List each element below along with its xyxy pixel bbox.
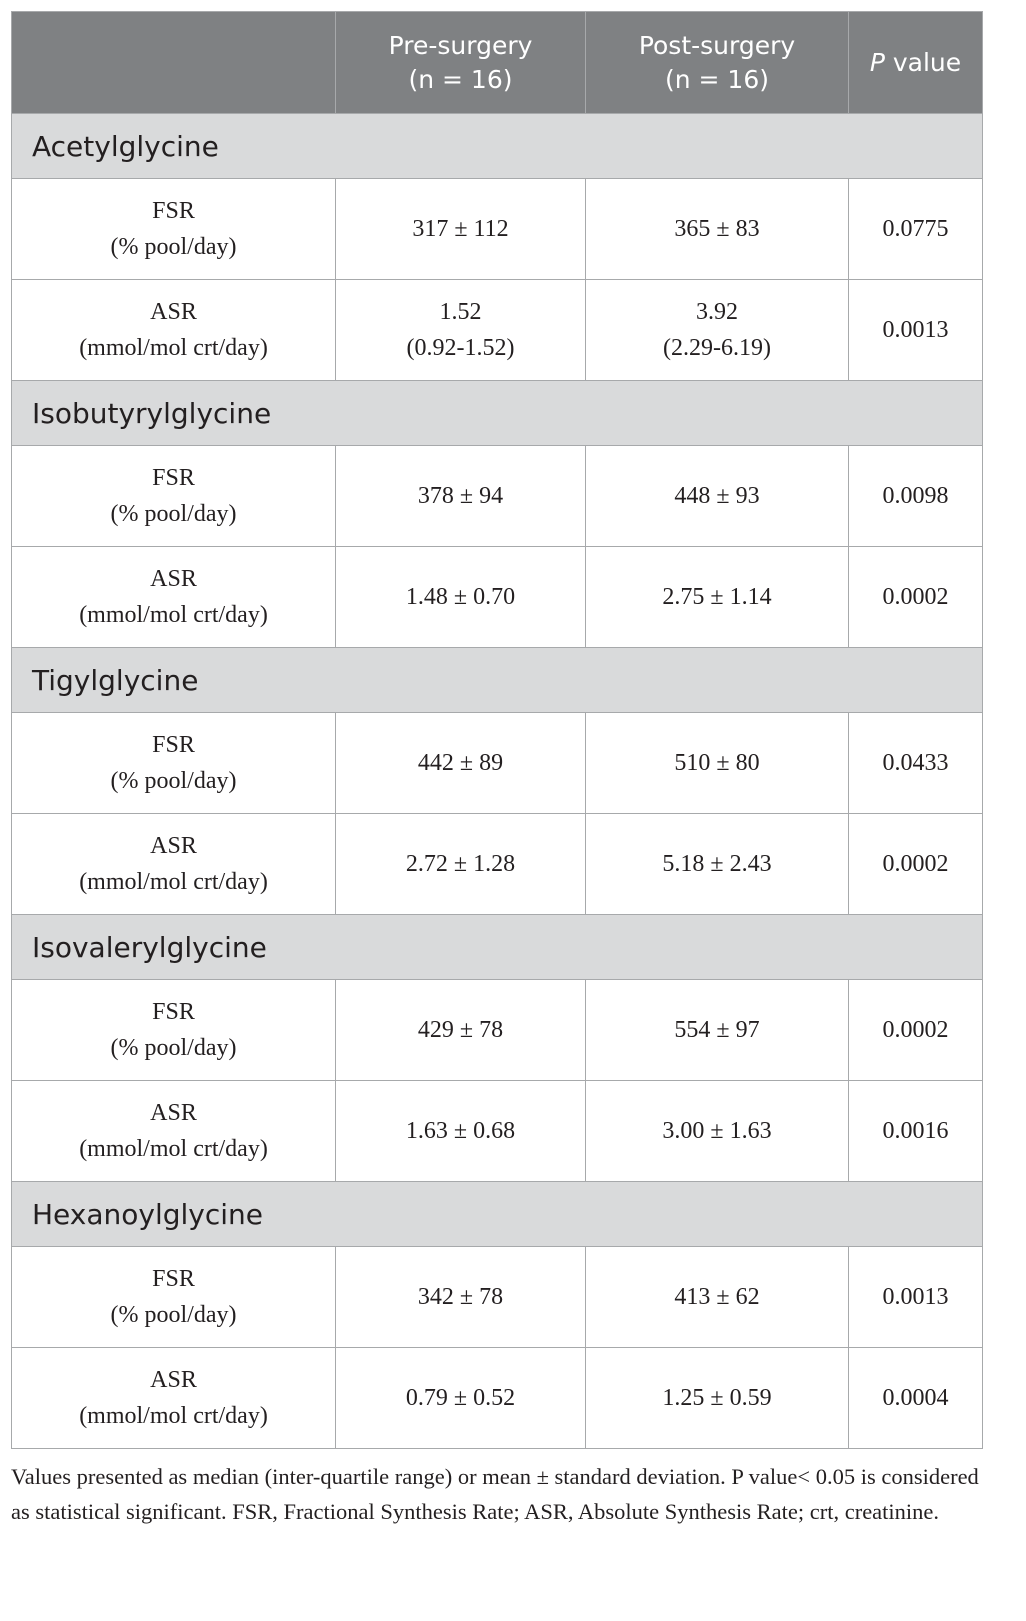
- header-post-surgery-title: Post-surgery: [638, 30, 796, 60]
- group-row: [12, 915, 983, 980]
- row-label-measure: ASR: [150, 299, 197, 325]
- pre-surgery-value: 342 ± 78: [336, 1247, 586, 1348]
- header-post-surgery: [586, 12, 849, 114]
- table-body: [12, 114, 983, 1449]
- group-row: [12, 381, 983, 446]
- table-row: [12, 1247, 983, 1348]
- post-surgery-value: [586, 179, 849, 280]
- header-p-value: [849, 12, 983, 114]
- header-pre-surgery: [336, 12, 586, 114]
- row-label: [12, 1247, 336, 1348]
- table-row: [12, 1348, 983, 1449]
- row-label: [12, 547, 336, 648]
- header-pre-surgery-n: (n = 16): [408, 64, 513, 94]
- pre-surgery-value: 378 ± 94: [336, 446, 586, 547]
- row-label-measure: FSR: [152, 999, 195, 1025]
- row-label-measure: ASR: [150, 1367, 197, 1393]
- header-post-surgery-n: (n = 16): [664, 64, 769, 94]
- row-label: [12, 179, 336, 280]
- table-row: [12, 446, 983, 547]
- pre-value-line2: (0.92-1.52): [406, 335, 515, 361]
- row-label-measure: FSR: [152, 732, 195, 758]
- pre-surgery-value: 429 ± 78: [336, 980, 586, 1081]
- row-label-unit: (% pool/day): [110, 1035, 237, 1061]
- header-empty-cell: [12, 12, 336, 114]
- group-name: Acetylglycine: [12, 114, 983, 179]
- pre-value-line1: 1.52: [439, 299, 482, 325]
- header-pre-surgery-title: Pre-surgery: [388, 30, 533, 60]
- row-label-unit: (% pool/day): [110, 1302, 237, 1328]
- table-row: [12, 713, 983, 814]
- row-label-unit: (mmol/mol crt/day): [79, 1136, 268, 1162]
- header-p-value-word: value: [884, 47, 962, 77]
- row-label-unit: (mmol/mol crt/day): [79, 335, 268, 361]
- header-p-letter: P: [869, 47, 885, 77]
- p-value: 0.0002: [849, 814, 983, 915]
- post-surgery-value: 2.75 ± 1.14: [586, 547, 849, 648]
- p-value: 0.0098: [849, 446, 983, 547]
- post-surgery-value: 413 ± 62: [586, 1247, 849, 1348]
- row-label: [12, 713, 336, 814]
- row-label-unit: (% pool/day): [110, 768, 237, 794]
- row-label: [12, 814, 336, 915]
- pre-surgery-value: 1.48 ± 0.70: [336, 547, 586, 648]
- row-label-measure: FSR: [152, 198, 195, 224]
- p-value: 0.0013: [849, 280, 983, 381]
- p-value: 0.0004: [849, 1348, 983, 1449]
- row-label-measure: FSR: [152, 1266, 195, 1292]
- group-name: Isobutyrylglycine: [12, 381, 983, 446]
- post-surgery-value: 448 ± 93: [586, 446, 849, 547]
- post-surgery-value: 5.18 ± 2.43: [586, 814, 849, 915]
- p-value: 0.0013: [849, 1247, 983, 1348]
- post-surgery-value: 3.00 ± 1.63: [586, 1081, 849, 1182]
- row-label-unit: (mmol/mol crt/day): [79, 602, 268, 628]
- p-value: 0.0016: [849, 1081, 983, 1182]
- post-value-line1: 3.92: [696, 299, 738, 325]
- pre-surgery-value: 2.72 ± 1.28: [336, 814, 586, 915]
- group-name: Isovalerylglycine: [12, 915, 983, 980]
- row-label-measure: ASR: [150, 566, 197, 592]
- p-value: 0.0002: [849, 980, 983, 1081]
- results-table: [11, 11, 983, 1449]
- p-value: 0.0002: [849, 547, 983, 648]
- group-name: Hexanoylglycine: [12, 1182, 983, 1247]
- row-label-measure: ASR: [150, 1100, 197, 1126]
- table-footnote: Values presented as median (inter-quartile range) or mean ± standard deviation. P value< 0.05 is considered as statistical significant. FSR, Fractional Synthesis Rate; ASR, Absolute Synthesis Rate; crt, creatinine.: [11, 1464, 979, 1524]
- row-label: [12, 1081, 336, 1182]
- group-row: [12, 1182, 983, 1247]
- pre-value-line1: 317 ± 112: [412, 216, 509, 242]
- row-label-measure: FSR: [152, 465, 195, 491]
- pre-surgery-value: 0.79 ± 0.52: [336, 1348, 586, 1449]
- row-label-unit: (mmol/mol crt/day): [79, 869, 268, 895]
- row-label: [12, 980, 336, 1081]
- pre-surgery-value: [336, 179, 586, 280]
- post-value-line1: 365 ± 83: [674, 216, 760, 242]
- table-figure: [11, 11, 982, 1529]
- group-name: Tigylglycine: [12, 648, 983, 713]
- row-label: [12, 446, 336, 547]
- row-label-measure: ASR: [150, 833, 197, 859]
- row-label: [12, 280, 336, 381]
- group-row: [12, 114, 983, 179]
- pre-surgery-value: 1.63 ± 0.68: [336, 1081, 586, 1182]
- p-value: 0.0433: [849, 713, 983, 814]
- post-surgery-value: [586, 280, 849, 381]
- post-surgery-value: 554 ± 97: [586, 980, 849, 1081]
- row-label-unit: (% pool/day): [110, 234, 237, 260]
- header-row: [12, 12, 983, 114]
- post-surgery-value: 1.25 ± 0.59: [586, 1348, 849, 1449]
- row-label: [12, 1348, 336, 1449]
- pre-surgery-value: 442 ± 89: [336, 713, 586, 814]
- table-row: [12, 980, 983, 1081]
- pre-surgery-value: [336, 280, 586, 381]
- post-value-line2: (2.29-6.19): [663, 335, 771, 361]
- row-label-unit: (mmol/mol crt/day): [79, 1403, 268, 1429]
- row-label-unit: (% pool/day): [110, 501, 237, 527]
- table-row: [12, 1081, 983, 1182]
- table-row: [12, 179, 983, 280]
- table-row: [12, 280, 983, 381]
- post-surgery-value: 510 ± 80: [586, 713, 849, 814]
- table-row: [12, 814, 983, 915]
- p-value: 0.0775: [849, 179, 983, 280]
- group-row: [12, 648, 983, 713]
- table-row: [12, 547, 983, 648]
